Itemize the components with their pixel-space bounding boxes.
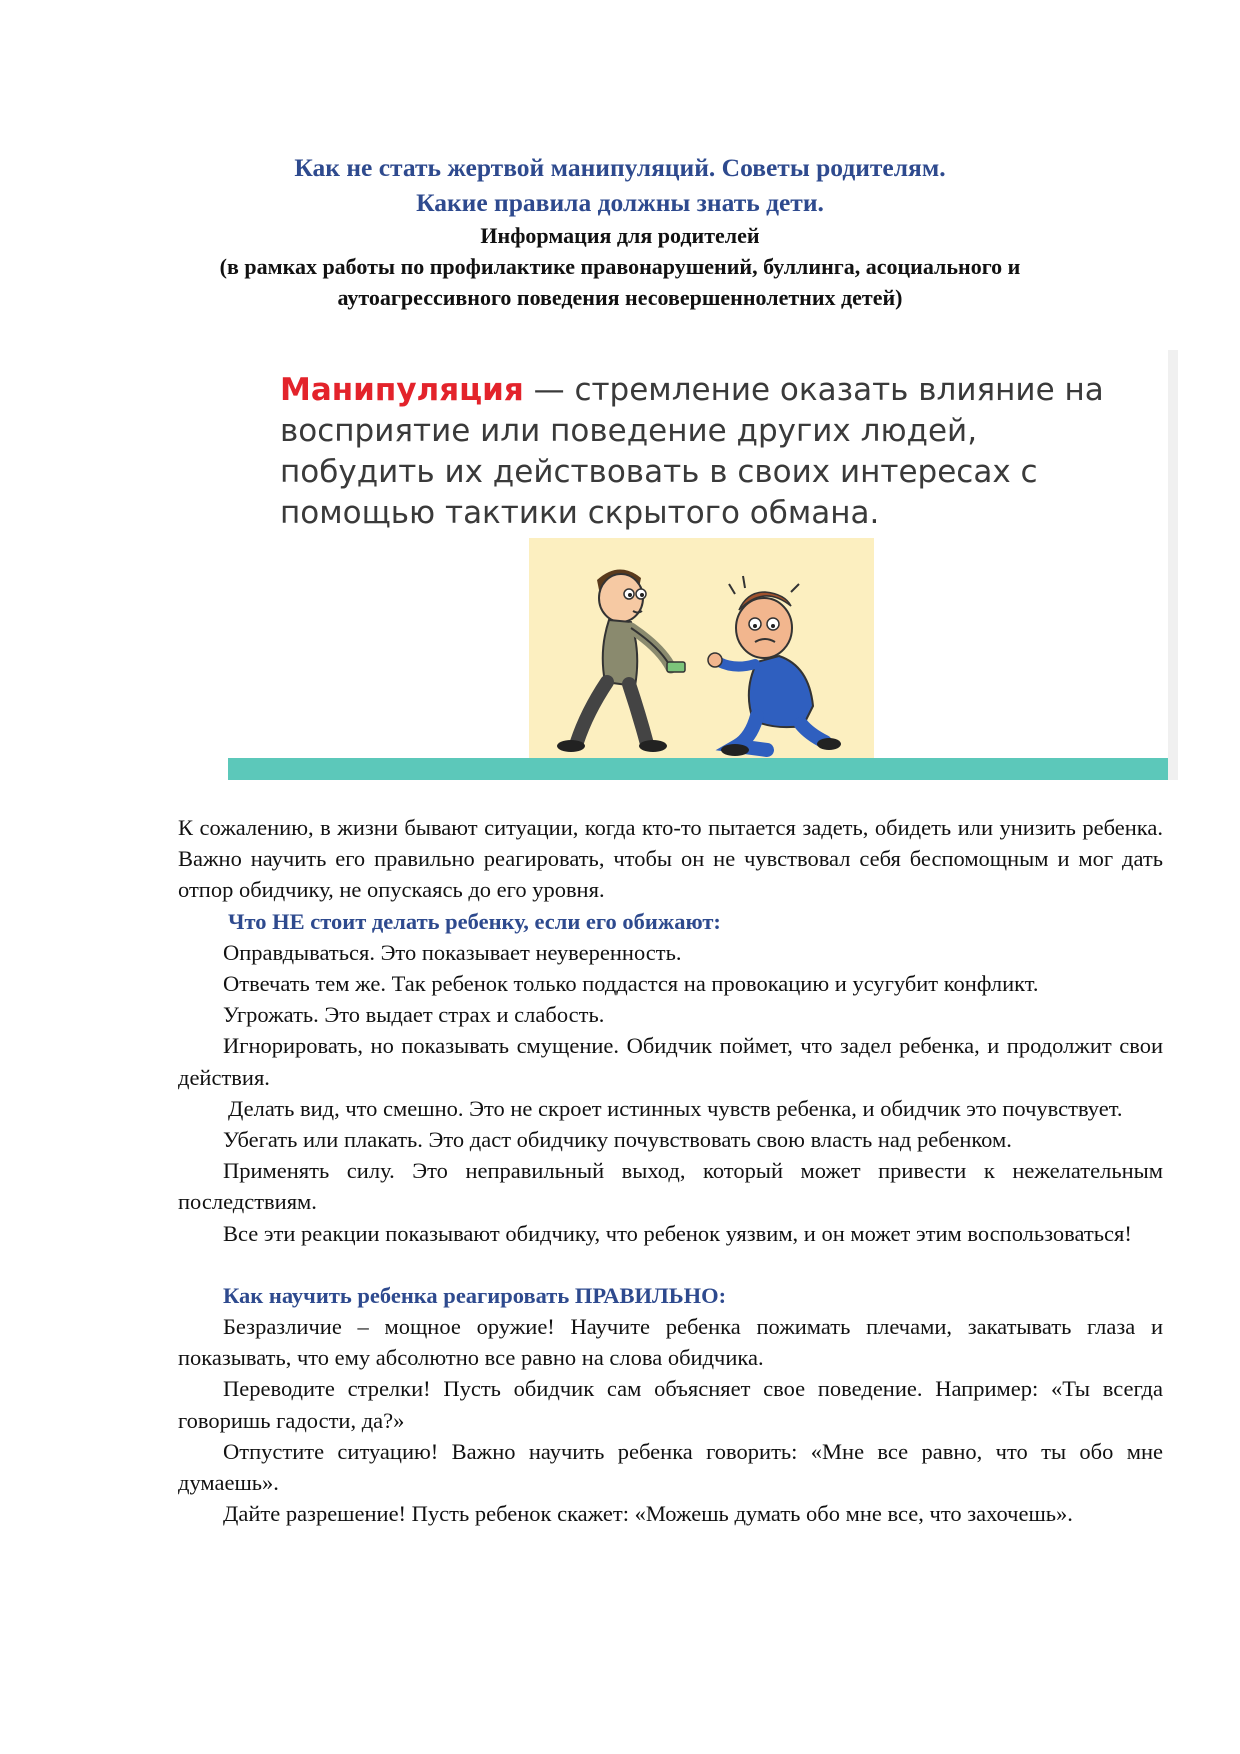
document-subtitle-line-3: аутоагрессивного поведения несовершеннолетних детей): [337, 285, 903, 310]
dont-item: Делать вид, что смешно. Это не скроет истинных чувств ребенка, и обидчик это почувствует.: [228, 1095, 1123, 1121]
dont-item: Отвечать тем же. Так ребенок только поддастся на провокацию и усугубит конфликт.: [223, 971, 1039, 997]
cartoon-illustration-icon: [529, 538, 874, 763]
do-item: Дайте разрешение! Пусть ребенок скажет: «Можешь думать обо мне все, что захочешь».: [223, 1501, 1073, 1527]
do-item: Переводите стрелки! Пусть обидчик сам объясняет свое поведение. Например: «Ты всегда говоришь гадости, да?»: [178, 1376, 1163, 1433]
intro-paragraph: К сожалению, в жизни бывают ситуации, когда кто-то пытается задеть, обидеть или унизить ребенка. Важно научить его правильно реагировать, чтобы он не чувствовал себя беспомощным и мог дать отпор обидчику, не опускаясь до его уровня.: [178, 815, 1163, 903]
manipulation-cartoon: [529, 538, 874, 763]
do-item: Отпустите ситуацию! Важно научить ребенка говорить: «Мне все равно, что ты обо мне думаешь».: [178, 1438, 1163, 1496]
do-section-heading: Как научить ребенка реагировать ПРАВИЛЬНО:: [223, 1282, 727, 1308]
dont-item: Угрожать. Это выдает страх и слабость.: [223, 1002, 605, 1028]
slide-edge-shadow: [1168, 350, 1178, 780]
dont-item: Убегать или плакать. Это даст обидчику почувствовать свою власть над ребенком.: [223, 1127, 1012, 1153]
definition-slide: [228, 350, 1178, 780]
dont-item: Оправдываться. Это показывает неуверенность.: [223, 939, 682, 965]
document-title-line-2: Какие правила должны знать дети.: [416, 188, 824, 217]
dont-summary: Все эти реакции показывают обидчику, что ребенок уязвим, и он может этим воспользоваться!: [223, 1220, 1132, 1246]
definition-text: [280, 370, 1130, 534]
document-subtitle-line-2: (в рамках работы по профилактике правонарушений, буллинга, асоциального и: [219, 254, 1021, 279]
definition-term: Манипуляция: [280, 372, 524, 408]
dont-item: Применять силу. Это неправильный выход, который может привести к нежелательным последствиям.: [178, 1158, 1163, 1215]
dont-section-heading: Что НЕ стоит делать ребенку, если его обижают:: [228, 908, 721, 934]
dont-item: Игнорировать, но показывать смущение. Обидчик поймет, что задел ребенка, и продолжит свои действия.: [178, 1033, 1163, 1090]
kneeling-man-figure-icon: [708, 576, 841, 756]
document-header: [0, 150, 1240, 313]
definition-body: — стремление оказать влияние на восприятие или поведение других людей, побудить их действовать в своих интересах с помощью тактики скрытого обмана.: [280, 372, 1104, 531]
slide-footer-bar: [228, 758, 1178, 780]
article-body: [178, 812, 1163, 1529]
do-item: Безразличие – мощное оружие! Научите ребенка пожимать плечами, закатывать глаза и показывать, что ему абсолютно все равно на слова обидчика.: [178, 1314, 1163, 1371]
document-subtitle-line-1: Информация для родителей: [480, 223, 760, 248]
document-title-line-1: Как не стать жертвой манипуляций. Советы родителям.: [294, 153, 946, 182]
boy-figure-icon: [557, 569, 685, 752]
